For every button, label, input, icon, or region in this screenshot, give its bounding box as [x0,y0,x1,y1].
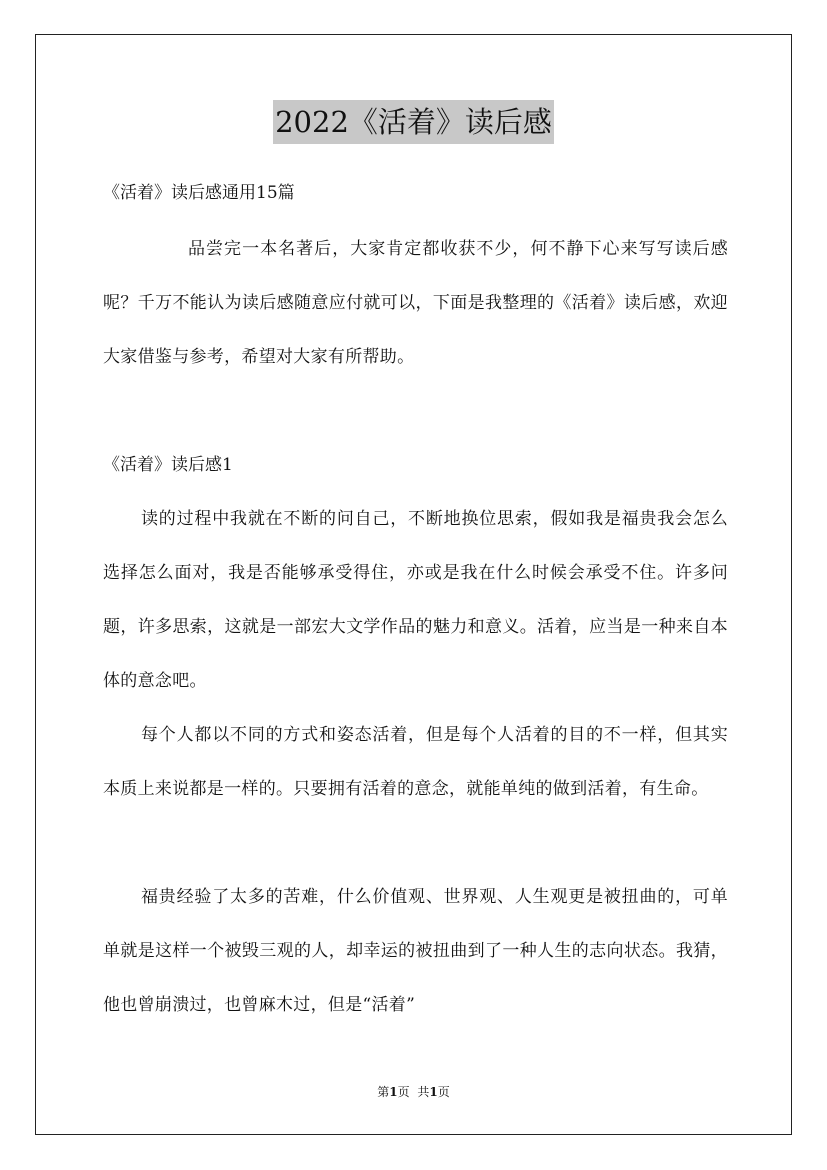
document-subtitle: 《活着》读后感通用15篇 [103,183,295,203]
footer-total-prefix: 共 [417,1085,430,1099]
footer-page-prefix: 第 [377,1085,390,1099]
footer-page-suffix: 页 [397,1085,410,1099]
footer-total-number: 1 [429,1085,438,1099]
body-paragraph-3: 福贵经验了太多的苦难，什么价值观、世界观、人生观更是被扭曲的，可单单就是这样一个被毁三观的人，却幸运的被扭曲到了一种人生的志向状态。我猜，他也曾崩溃过，也曾麻木过，但是“活着” [103,887,728,1015]
footer-page-number: 1 [389,1085,398,1099]
title-wrap [0,100,827,144]
body-paragraph-2: 每个人都以不同的方式和姿态活着，但是每个人活着的目的不一样，但其实本质上来说都是一样的。只要拥有活着的意念，就能单纯的做到活着，有生命。 [103,725,728,799]
section-heading: 《活着》读后感1 [103,455,233,475]
document-title: 2022《活着》读后感 [273,100,554,144]
body-paragraph-1: 读的过程中我就在不断的问自己，不断地换位思索，假如我是福贵我会怎么选择怎么面对，我是否能够承受得住，亦或是我在什么时候会承受不住。许多问题，许多思索，这就是一部宏大文学作品的魅力和意义。活着，应当是一种来自本体的意念吧。 [103,509,728,691]
page-footer [0,1083,827,1101]
intro-paragraph: 品尝完一本名著后，大家肯定都收获不少，何不静下心来写写读后感呢？千万不能认为读后感随意应付就可以，下面是我整理的《活着》读后感，欢迎大家借鉴与参考，希望对大家有所帮助。 [103,239,728,367]
footer-total-suffix: 页 [437,1085,450,1099]
